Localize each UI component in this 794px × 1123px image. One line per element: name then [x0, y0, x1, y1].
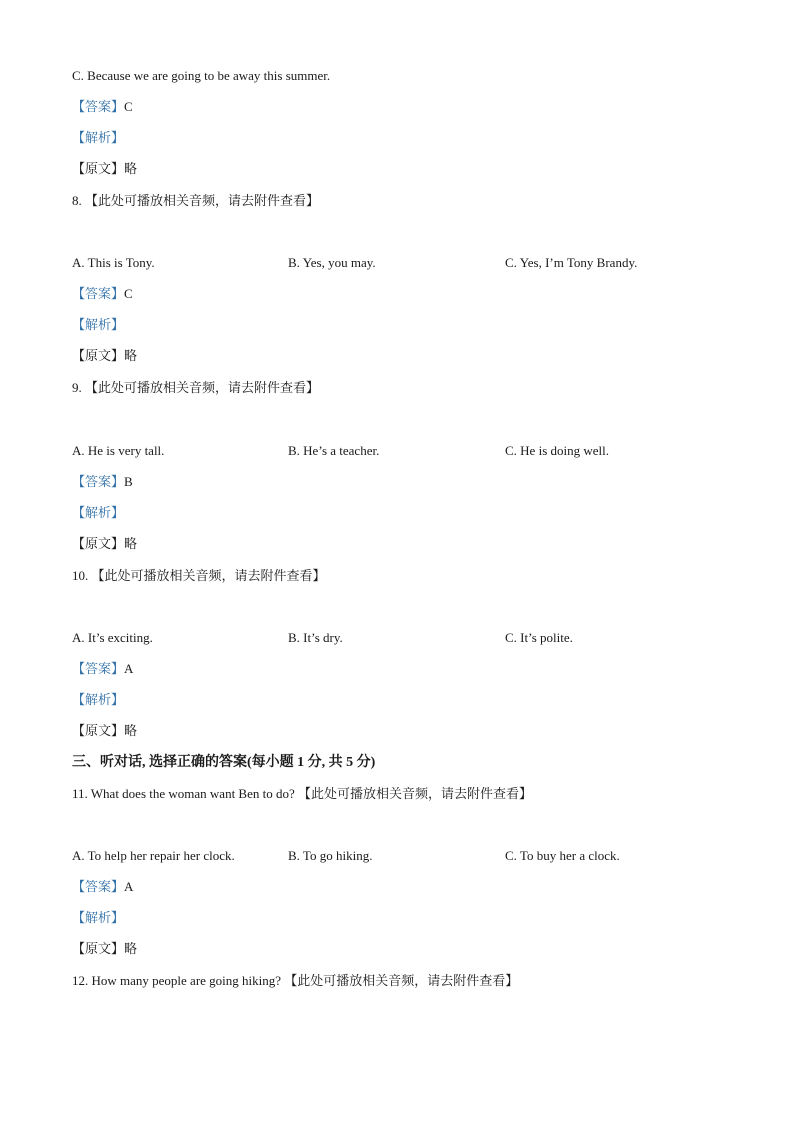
original-line-q7	[72, 160, 137, 178]
question-12-stem: 12. How many people are going hiking? 【此处可播放相关音频，请去附件查看】	[72, 973, 519, 988]
analysis-label: 【解析】	[72, 910, 125, 925]
answer-label: 【答案】	[72, 879, 125, 894]
original-line-q11	[72, 940, 137, 958]
answer-value: B	[124, 474, 133, 489]
section-three-heading: 三、听对话, 选择正确的答案(每小题 1 分, 共 5 分)	[72, 755, 376, 770]
answer-label: 【答案】	[72, 286, 125, 301]
analysis-line-q9	[72, 504, 124, 522]
q11-option-b: B. To go hiking.	[288, 848, 373, 863]
analysis-label: 【解析】	[72, 130, 125, 145]
original-label: 【原文】	[72, 941, 125, 956]
q10-option-c: C. It’s polite.	[505, 630, 573, 645]
original-value: 略	[124, 723, 138, 738]
answer-value: A	[124, 661, 134, 676]
original-value: 略	[124, 161, 138, 176]
analysis-label: 【解析】	[72, 505, 125, 520]
q8-option-c: C. Yes, I’m Tony Brandy.	[505, 255, 638, 270]
q9-option-b: B. He’s a teacher.	[288, 443, 380, 458]
question-11-stem: 11. What does the woman want Ben to do? 【此处可播放相关音频，请去附件查看】	[72, 786, 533, 801]
q10-option-b: B. It’s dry.	[288, 630, 343, 645]
option-c-q7: C. Because we are going to be away this summer.	[72, 68, 331, 83]
q9-option-a: A. He is very tall.	[72, 443, 165, 458]
answer-label: 【答案】	[72, 474, 125, 489]
answer-label: 【答案】	[72, 99, 125, 114]
answer-value: A	[124, 879, 134, 894]
original-label: 【原文】	[72, 161, 125, 176]
analysis-label: 【解析】	[72, 692, 125, 707]
question-8-stem: 8. 【此处可播放相关音频，请去附件查看】	[72, 193, 320, 208]
original-line-q10	[72, 722, 137, 740]
answer-label: 【答案】	[72, 661, 125, 676]
answer-value: C	[124, 99, 133, 114]
original-label: 【原文】	[72, 536, 125, 551]
q10-option-a: A. It’s exciting.	[72, 630, 153, 645]
q11-option-a: A. To help her repair her clock.	[72, 848, 235, 863]
original-value: 略	[124, 941, 138, 956]
answer-value: C	[124, 286, 133, 301]
analysis-line-q10	[72, 691, 124, 709]
question-9-stem: 9. 【此处可播放相关音频，请去附件查看】	[72, 380, 320, 395]
answer-line-q7	[72, 98, 133, 116]
answer-line-q9	[72, 473, 133, 491]
q11-option-c: C. To buy her a clock.	[505, 848, 620, 863]
answer-line-q8	[72, 285, 133, 303]
q9-option-c: C. He is doing well.	[505, 443, 609, 458]
original-label: 【原文】	[72, 348, 125, 363]
analysis-line-q11	[72, 909, 124, 927]
analysis-line-q7	[72, 129, 124, 147]
answer-line-q10	[72, 660, 133, 678]
q8-option-b: B. Yes, you may.	[288, 255, 376, 270]
original-label: 【原文】	[72, 723, 125, 738]
original-line-q9	[72, 535, 137, 553]
answer-line-q11	[72, 878, 133, 896]
original-value: 略	[124, 348, 138, 363]
analysis-label: 【解析】	[72, 317, 125, 332]
question-10-stem: 10. 【此处可播放相关音频，请去附件查看】	[72, 568, 326, 583]
original-line-q8	[72, 347, 137, 365]
q8-option-a: A. This is Tony.	[72, 255, 155, 270]
original-value: 略	[124, 536, 138, 551]
analysis-line-q8	[72, 316, 124, 334]
